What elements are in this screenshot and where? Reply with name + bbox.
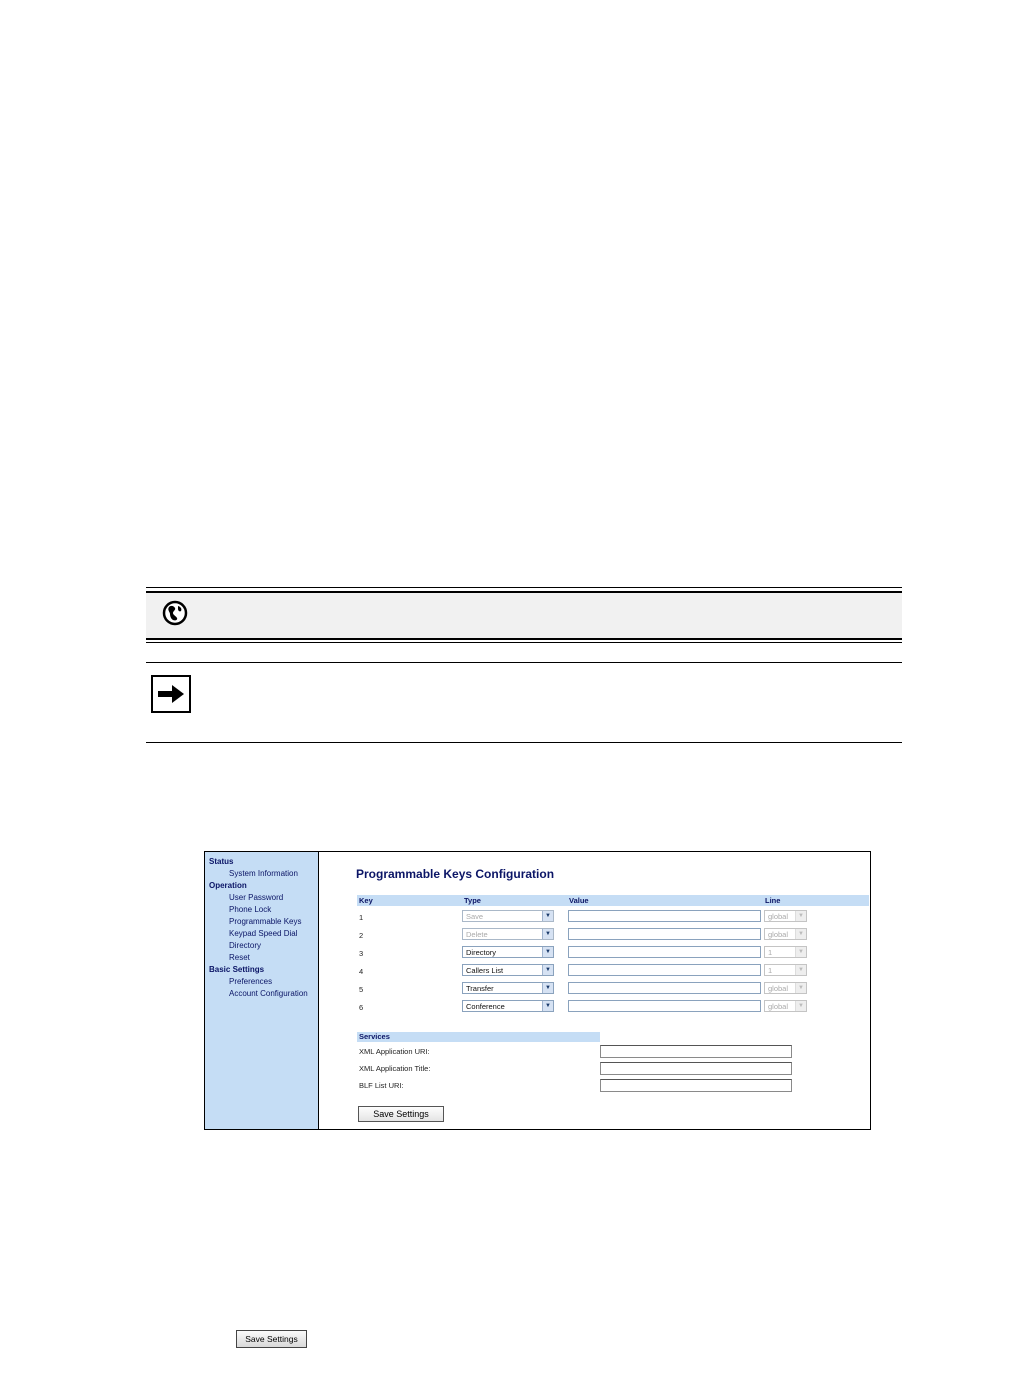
service-field-row: [357, 1079, 797, 1093]
key-line-value: global: [768, 1002, 789, 1011]
page-title: Programmable Keys Configuration: [356, 867, 555, 881]
key-row: [357, 910, 869, 924]
service-field-label: XML Application Title:: [359, 1064, 431, 1073]
sidebar-item[interactable]: Reset: [229, 953, 250, 962]
sidebar-section: Basic Settings: [209, 965, 265, 974]
services-header: Services: [357, 1032, 600, 1042]
key-row: [357, 946, 869, 960]
key-number: 4: [359, 967, 364, 976]
sidebar-item[interactable]: User Password: [229, 893, 284, 902]
chevron-down-icon: ▼: [542, 929, 553, 939]
key-type-select[interactable]: [462, 946, 554, 958]
key-line-select[interactable]: [764, 928, 807, 940]
key-line-value: global: [768, 912, 789, 921]
sidebar-item[interactable]: Account Configuration: [229, 989, 308, 998]
key-line-select[interactable]: [764, 982, 807, 994]
chevron-down-icon: ▼: [542, 947, 553, 957]
save-settings-button[interactable]: Save Settings: [358, 1106, 444, 1122]
key-value-input[interactable]: [568, 928, 761, 940]
key-row: [357, 1000, 869, 1014]
chevron-down-icon: ▼: [542, 965, 553, 975]
key-number: 5: [359, 985, 364, 994]
sidebar-item[interactable]: Directory: [229, 941, 262, 950]
note-bottom-rule-1: [146, 638, 902, 640]
key-line-value: global: [768, 930, 789, 939]
key-line-select[interactable]: [764, 964, 807, 976]
key-row: [357, 964, 869, 978]
key-type-select[interactable]: [462, 982, 554, 994]
chevron-down-icon: ▼: [795, 965, 806, 975]
web-ui-screenshot: [204, 851, 871, 1130]
key-line-value: 1: [768, 966, 773, 975]
sidebar-list: [205, 856, 308, 1000]
top-rule-1: [146, 587, 902, 588]
key-line-select[interactable]: [764, 910, 807, 922]
note-bottom-rule-2: [146, 642, 902, 643]
key-number: 2: [359, 931, 364, 940]
key-type-select[interactable]: [462, 1000, 554, 1012]
key-line-value: 1: [768, 948, 773, 957]
service-field-row: [357, 1045, 797, 1059]
key-value-input[interactable]: [568, 1000, 761, 1012]
globe-phone-icon: [161, 599, 189, 627]
column-type: Type: [464, 896, 481, 905]
key-line-select[interactable]: [764, 946, 807, 958]
chevron-down-icon: ▼: [542, 983, 553, 993]
main-content: [319, 852, 870, 1129]
save-settings-button-inline[interactable]: Save Settings: [236, 1330, 307, 1348]
key-type-select[interactable]: [462, 964, 554, 976]
column-value: Value: [569, 896, 589, 905]
sidebar-section: Operation: [209, 881, 247, 890]
service-field-input[interactable]: [600, 1045, 792, 1058]
chevron-down-icon: ▼: [795, 983, 806, 993]
key-type-value: Callers List: [466, 966, 504, 975]
key-number: 6: [359, 1003, 364, 1012]
column-line: Line: [765, 896, 781, 905]
key-type-value: Save: [466, 912, 484, 921]
key-value-input[interactable]: [568, 964, 761, 976]
key-type-select[interactable]: [462, 910, 554, 922]
service-field-label: XML Application URI:: [359, 1047, 430, 1056]
key-type-value: Directory: [466, 948, 497, 957]
key-row: [357, 982, 869, 996]
sidebar-nav: [205, 852, 319, 1129]
sidebar-item[interactable]: Preferences: [229, 977, 273, 986]
chevron-down-icon: ▼: [542, 911, 553, 921]
key-line-value: global: [768, 984, 789, 993]
service-field-label: BLF List URI:: [359, 1081, 404, 1090]
service-field-input[interactable]: [600, 1079, 792, 1092]
key-value-input[interactable]: [568, 946, 761, 958]
column-key: Key: [359, 896, 373, 905]
right-arrow-icon: [151, 675, 191, 713]
note-callout: [146, 593, 902, 638]
key-value-input[interactable]: [568, 910, 761, 922]
key-type-value: Conference: [466, 1002, 505, 1011]
chevron-down-icon: ▼: [795, 947, 806, 957]
key-type-select[interactable]: [462, 928, 554, 940]
key-line-select[interactable]: [764, 1000, 807, 1012]
key-number: 1: [359, 913, 364, 922]
tip-bottom-rule: [146, 742, 902, 743]
sidebar-item[interactable]: Programmable Keys: [229, 917, 302, 926]
keys-table-header: [357, 895, 869, 906]
service-field-input[interactable]: [600, 1062, 792, 1075]
chevron-down-icon: ▼: [542, 1001, 553, 1011]
sidebar-item[interactable]: Phone Lock: [229, 905, 272, 914]
chevron-down-icon: ▼: [795, 1001, 806, 1011]
sidebar-item[interactable]: Keypad Speed Dial: [229, 929, 298, 938]
key-number: 3: [359, 949, 364, 958]
chevron-down-icon: ▼: [795, 911, 806, 921]
key-row: [357, 928, 869, 942]
service-field-row: [357, 1062, 797, 1076]
sidebar-item[interactable]: System Information: [229, 869, 298, 878]
tip-top-rule: [146, 662, 902, 663]
key-type-value: Transfer: [466, 984, 494, 993]
key-type-value: Delete: [466, 930, 488, 939]
key-value-input[interactable]: [568, 982, 761, 994]
chevron-down-icon: ▼: [795, 929, 806, 939]
sidebar-section: Status: [209, 857, 234, 866]
